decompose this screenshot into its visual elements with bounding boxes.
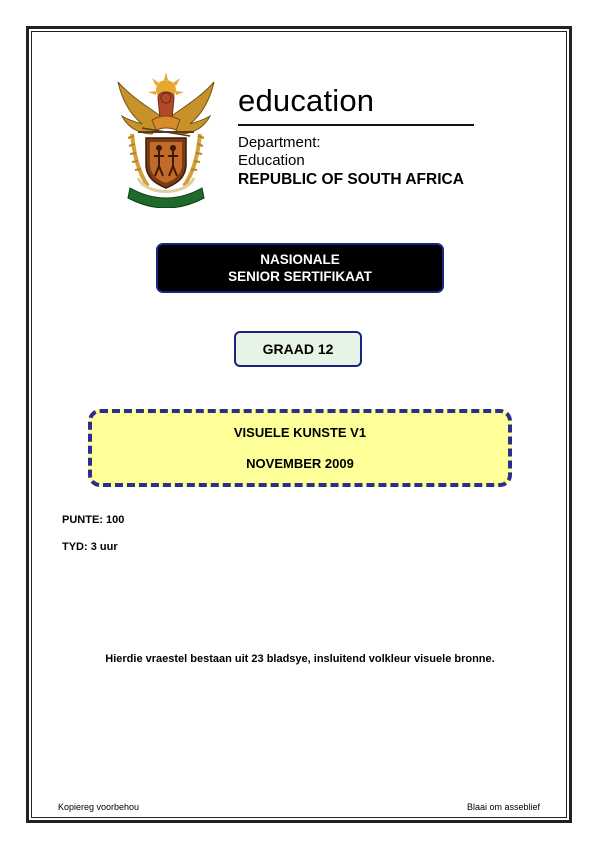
turn-over-notice: Blaai om asseblief bbox=[466, 802, 540, 812]
department-label: Department: bbox=[238, 134, 321, 151]
time-info: TYD: 3 uur bbox=[62, 541, 118, 553]
page-count-note: Hierdie vraestel bestaan uit 23 bladsye, insluitend volkleur visuele bronne. bbox=[105, 653, 495, 665]
certificate-title-box bbox=[156, 243, 444, 293]
grade-label: GRAAD 12 bbox=[262, 341, 334, 357]
department-name: Education bbox=[238, 152, 305, 169]
subject-paper: VISUELE KUNSTE V1 bbox=[233, 425, 367, 440]
brand-word: education bbox=[238, 83, 375, 118]
subject-box bbox=[88, 409, 512, 487]
exam-session: NOVEMBER 2009 bbox=[246, 456, 354, 471]
brand-divider bbox=[238, 124, 474, 126]
marks-info: PUNTE: 100 bbox=[62, 514, 125, 526]
header bbox=[112, 68, 492, 208]
certificate-title-line1: NASIONALE bbox=[260, 252, 340, 267]
certificate-title-line2: SENIOR SERTIFIKAAT bbox=[228, 269, 372, 284]
grade-box bbox=[234, 331, 362, 367]
country-name: REPUBLIC OF SOUTH AFRICA bbox=[238, 171, 464, 188]
brand-block bbox=[238, 84, 474, 189]
copyright-notice: Kopiereg voorbehou bbox=[58, 802, 140, 812]
coat-of-arms-icon bbox=[112, 68, 220, 208]
